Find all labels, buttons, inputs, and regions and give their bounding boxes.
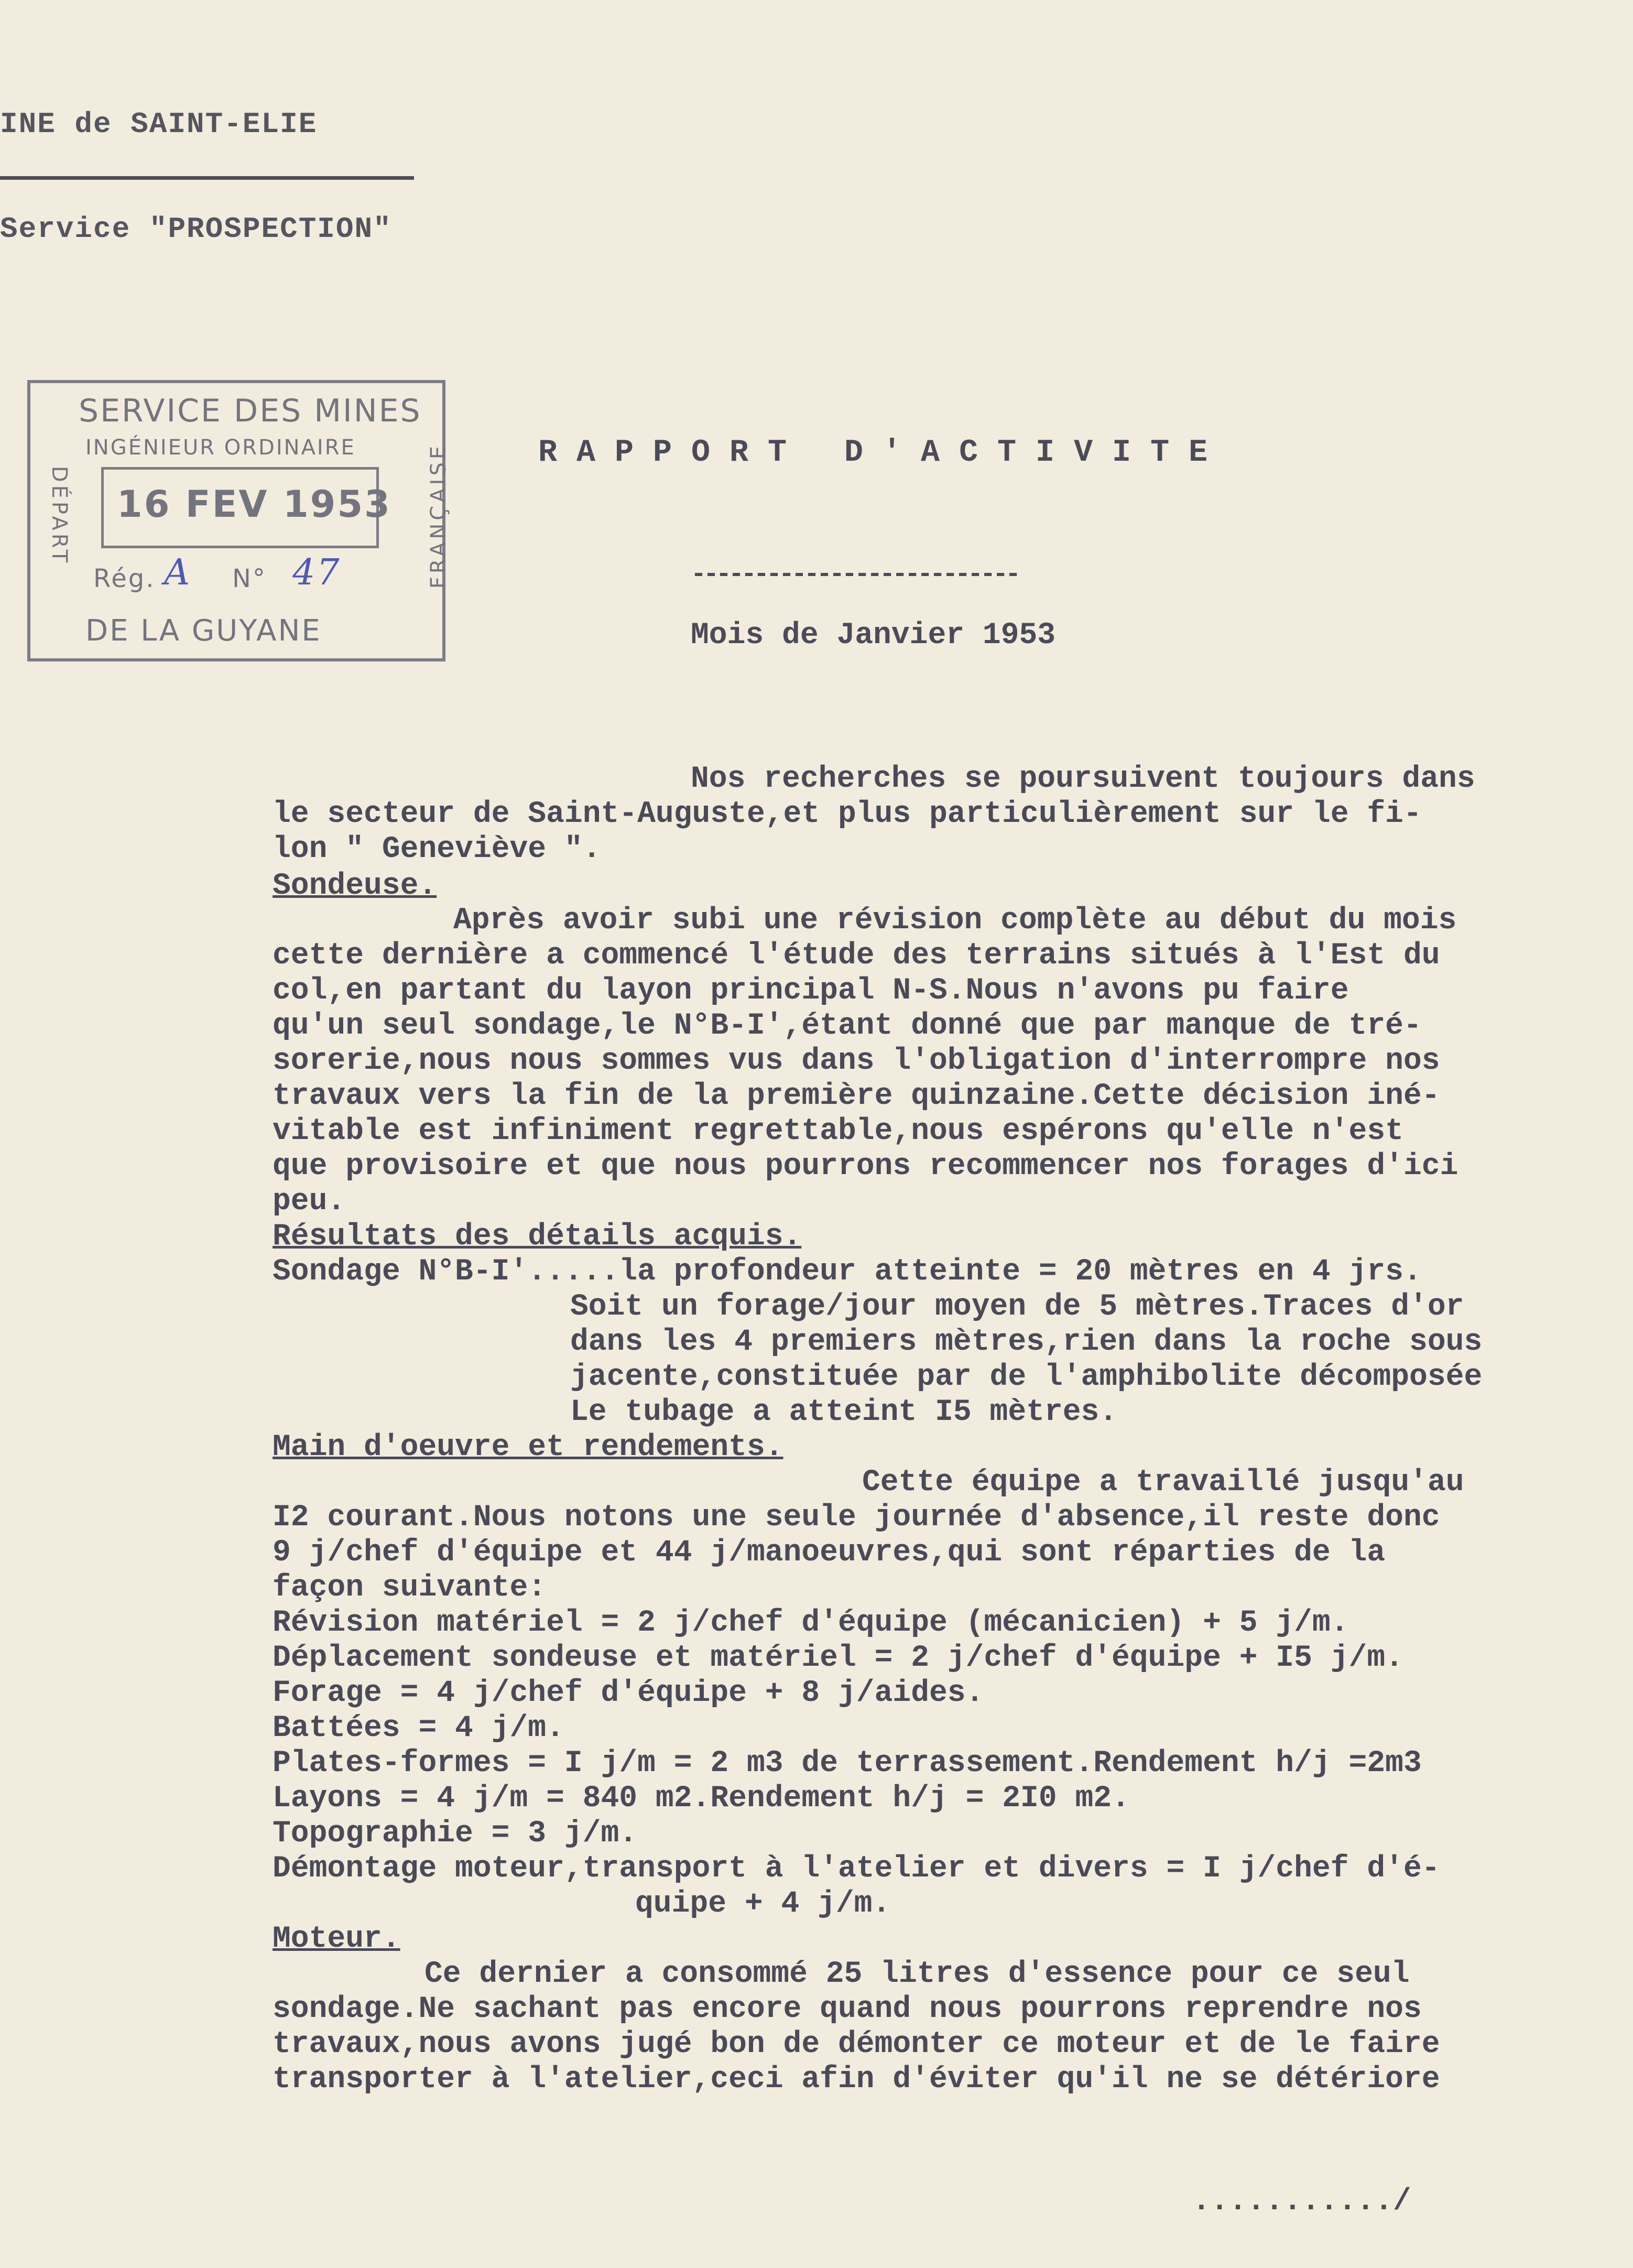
stamp-date: 16 FEV 1953 bbox=[117, 483, 391, 526]
org-name: INE de SAINT-ELIE bbox=[0, 107, 318, 141]
body-line: quipe + 4 j/m. bbox=[635, 1887, 891, 1921]
section-heading-moteur: Moteur. bbox=[273, 1922, 400, 1956]
body-line: Le tubage a atteint I5 mètres. bbox=[570, 1395, 1118, 1429]
title-separator: -------------------------- bbox=[691, 560, 1018, 590]
stamp-right-vertical: FRANÇAISE bbox=[427, 442, 451, 589]
stamp-reg-label: Rég. bbox=[93, 564, 156, 593]
body-line: Plates-formes = I j/m = 2 m3 de terrassement.Rendement h/j =2m3 bbox=[273, 1746, 1422, 1781]
section-heading-resultats: Résultats des détails acquis. bbox=[273, 1220, 802, 1254]
body-line: qu'un seul sondage,le N°B-I',étant donné que par manque de tré- bbox=[273, 1009, 1422, 1043]
body-line: Ce dernier a consommé 25 litres d'essence pour ce seul bbox=[424, 1957, 1410, 1991]
section-heading-main-oeuvre: Main d'oeuvre et rendements. bbox=[273, 1430, 783, 1464]
stamp-num-label: N° bbox=[232, 564, 267, 593]
body-line: sorerie,nous nous sommes vus dans l'obligation d'interrompre nos bbox=[273, 1044, 1440, 1078]
body-line: dans les 4 premiers mètres,rien dans la roche sous bbox=[570, 1325, 1483, 1359]
body-line: cette dernière a commencé l'étude des terrains situés à l'Est du bbox=[273, 939, 1440, 973]
body-line: que provisoire et que nous pourrons recommencer nos forages d'ici bbox=[273, 1149, 1458, 1184]
service-name: Service "PROSPECTION" bbox=[0, 212, 392, 246]
body-line: peu. bbox=[273, 1185, 346, 1219]
stamp-num-value: 47 bbox=[292, 552, 341, 593]
body-line: col,en partant du layon principal N-S.Nous n'avons pu faire bbox=[273, 974, 1349, 1008]
section-heading-sondeuse: Sondeuse. bbox=[273, 869, 437, 903]
stamp-line2: INGÉNIEUR ORDINAIRE bbox=[85, 436, 356, 460]
body-line: sondage.Ne sachant pas encore quand nous pourrons reprendre nos bbox=[273, 1992, 1422, 2026]
body-line: Nos recherches se poursuivent toujours dans bbox=[691, 762, 1475, 796]
body-line: Forage = 4 j/chef d'équipe + 8 j/aides. bbox=[273, 1676, 984, 1710]
body-line: Révision matériel = 2 j/chef d'équipe (mécanicien) + 5 j/m. bbox=[273, 1606, 1349, 1640]
registration-stamp bbox=[27, 380, 451, 661]
header-rule bbox=[0, 176, 414, 180]
body-line: Après avoir subi une révision complète au début du mois bbox=[453, 904, 1457, 938]
body-line: transporter à l'atelier,ceci afin d'éviter qu'il ne se détériore bbox=[273, 2063, 1440, 2097]
body-line: lon " Geneviève ". bbox=[273, 832, 601, 866]
stamp-line1: SERVICE DES MINES bbox=[79, 393, 422, 429]
body-line: Démontage moteur,transport à l'atelier et divers = I j/chef d'é- bbox=[273, 1852, 1440, 1886]
stamp-bottom: DE LA GUYANE bbox=[85, 614, 322, 648]
body-line: façon suivante: bbox=[273, 1571, 547, 1605]
body-line: travaux vers la fin de la première quinzaine.Cette décision iné- bbox=[273, 1079, 1440, 1113]
body-line: Sondage N°B-I'.....la profondeur atteinte = 20 mètres en 4 jrs. bbox=[273, 1255, 1422, 1289]
body-line: jacente,constituée par de l'amphibolite décomposée bbox=[570, 1360, 1483, 1394]
body-line: Cette équipe a travaillé jusqu'au bbox=[862, 1466, 1464, 1500]
stamp-reg-value: A bbox=[164, 552, 192, 593]
report-title: RAPPORT D'ACTIVITE bbox=[538, 435, 1227, 471]
body-line: le secteur de Saint-Auguste,et plus particulièrement sur le fi- bbox=[273, 797, 1422, 831]
stamp-left-vertical: DÉPART bbox=[47, 465, 72, 566]
body-line: vitable est infiniment regrettable,nous espérons qu'elle n'est bbox=[273, 1114, 1403, 1148]
continuation-mark: .........../ bbox=[1192, 2185, 1411, 2219]
body-line: I2 courant.Nous notons une seule journée d'absence,il reste donc bbox=[273, 1501, 1440, 1535]
report-subtitle: Mois de Janvier 1953 bbox=[691, 618, 1056, 653]
body-line: Battées = 4 j/m. bbox=[273, 1711, 564, 1745]
body-line: Topographie = 3 j/m. bbox=[273, 1817, 638, 1851]
body-line: 9 j/chef d'équipe et 44 j/manoeuvres,qui sont réparties de la bbox=[273, 1536, 1386, 1570]
body-line: travaux,nous avons jugé bon de démonter ce moteur et de le faire bbox=[273, 2027, 1440, 2061]
body-line: Déplacement sondeuse et matériel = 2 j/chef d'équipe + I5 j/m. bbox=[273, 1641, 1403, 1675]
body-line: Soit un forage/jour moyen de 5 mètres.Traces d'or bbox=[570, 1290, 1464, 1324]
body-line: Layons = 4 j/m = 840 m2.Rendement h/j = 2I0 m2. bbox=[273, 1782, 1130, 1816]
